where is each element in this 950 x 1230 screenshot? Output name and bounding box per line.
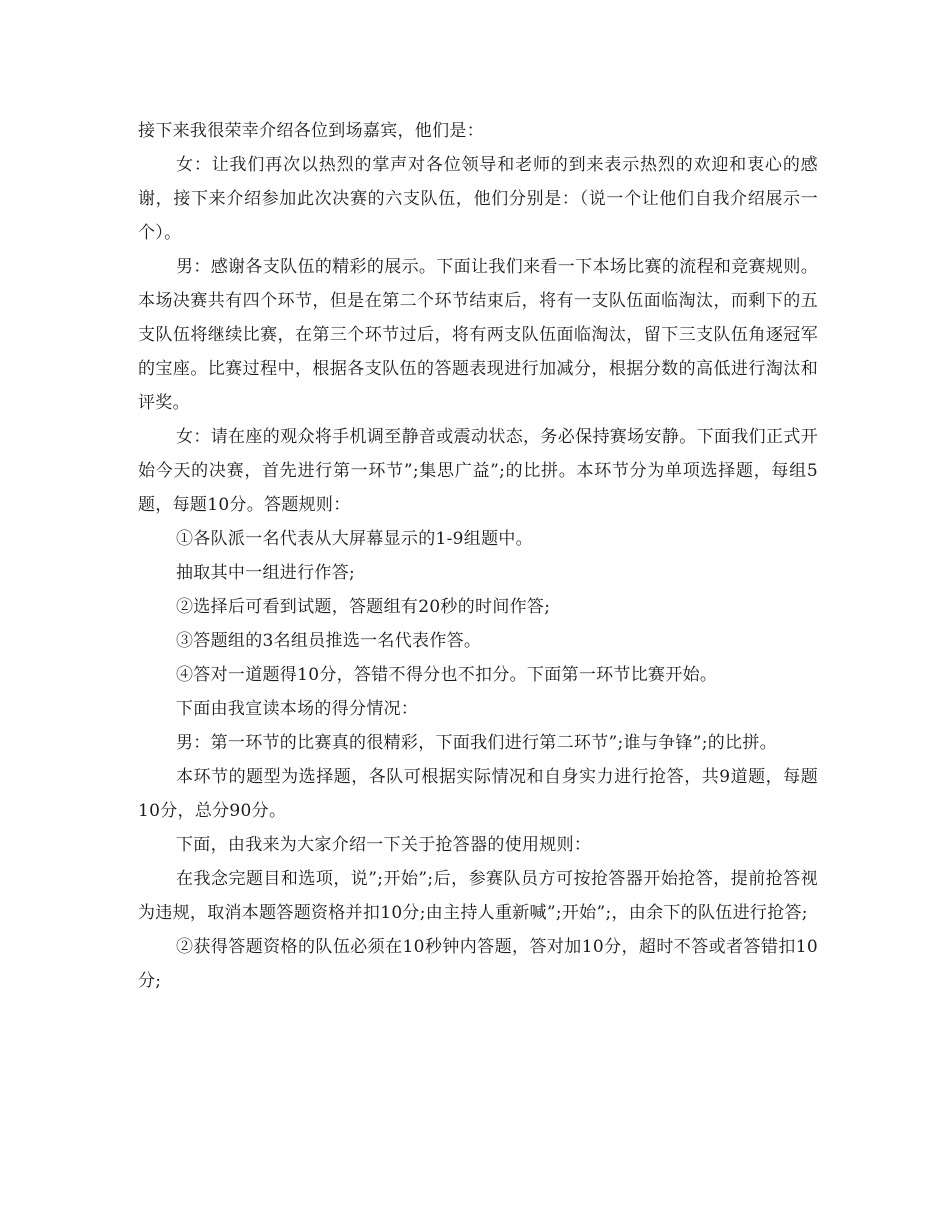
paragraph: ④答对一道题得10分，答错不得分也不扣分。下面第一环节比赛开始。 xyxy=(176,665,718,685)
paragraph: 抽取其中一组进行作答; xyxy=(176,563,356,583)
paragraph: ③答题组的3名组员推选一名代表作答。 xyxy=(176,631,482,651)
paragraph: 本环节的题型为选择题，各队可根据实际情况和自身实力进行抢答，共9道题，每题10分，总分90分。 xyxy=(138,767,818,821)
paragraph: ①各队派一名代表从大屏幕显示的1-9组题中。 xyxy=(176,529,533,549)
document-body xyxy=(138,114,818,998)
paragraph: 下面由我宣读本场的得分情况： xyxy=(176,699,419,719)
paragraph: ②选择后可看到试题，答题组有20秒的时间作答; xyxy=(176,597,551,617)
paragraph: 男：第一环节的比赛真的很精彩，下面我们进行第二环节”;谁与争锋”;的比拼。 xyxy=(176,733,777,753)
paragraph: 女：让我们再次以热烈的掌声对各位领导和老师的到来表示热烈的欢迎和衷心的感谢，接下来介绍参加此次决赛的六支队伍，他们分别是：（说一个让他们自我介绍展示一个）。 xyxy=(138,155,818,243)
paragraph: ②获得答题资格的队伍必须在10秒钟内答题，答对加10分，超时不答或者答错扣10分; xyxy=(138,937,818,991)
paragraph: 女：请在座的观众将手机调至静音或震动状态，务必保持赛场安静。下面我们正式开始今天的决赛，首先进行第一环节”;集思广益”;的比拼。本环节分为单项选择题，每组5题，每题10分。答题规则： xyxy=(138,427,818,515)
paragraph: 接下来我很荣幸介绍各位到场嘉宾，他们是： xyxy=(138,121,484,141)
paragraph: 下面，由我来为大家介绍一下关于抢答器的使用规则： xyxy=(176,835,592,855)
paragraph: 男：感谢各支队伍的精彩的展示。下面让我们来看一下本场比赛的流程和竞赛规则。本场决赛共有四个环节，但是在第二个环节结束后，将有一支队伍面临淘汰，而剩下的五支队伍将继续比赛，在第三个环节过后，将有两支队伍面临淘汰，留下三支队伍角逐冠军的宝座。比赛过程中，根据各支队伍的答题表现进行加减分，根据分数的高低进行淘汰和评奖。 xyxy=(138,257,818,413)
paragraph: 在我念完题目和选项，说”;开始”;后，参赛队员方可按抢答器开始抢答，提前抢答视为违规，取消本题答题资格并扣10分;由主持人重新喊”;开始”;，由余下的队伍进行抢答; xyxy=(138,869,818,923)
